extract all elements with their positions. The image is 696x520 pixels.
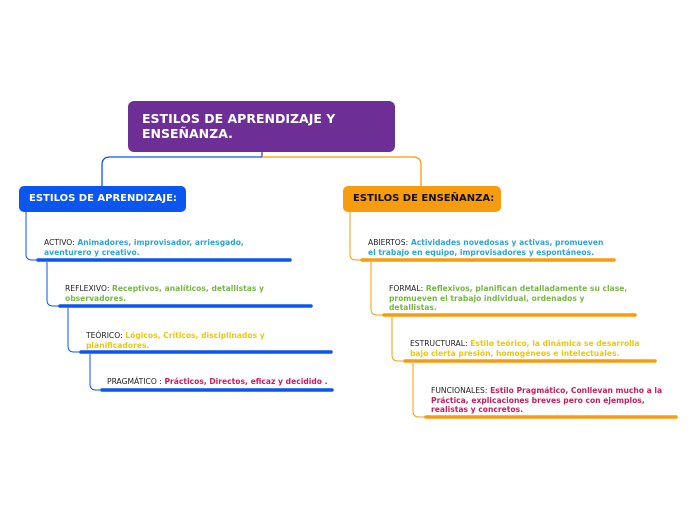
leaf-teorico-label: TEÓRICO:	[86, 331, 123, 340]
leaf-estructural-text: Estilo teórico, la dinámica se desarrolla bajo cierta presión, homogéneos e intelectuales.	[410, 339, 640, 358]
leaf-formal[interactable]	[389, 284, 629, 313]
leaf-formal-text: Reflexivos, planifican detalladamente su clase, promueven el trabajo individual, ordenados y detallistas.	[389, 284, 628, 312]
connector-main-learning	[102, 152, 262, 186]
leaf-reflexivo-label: REFLEXIVO:	[65, 284, 110, 293]
leaf-abiertos-text: Actividades novedosas y activas, promueven el trabajo en equipo, improvisadores y espontáneos.	[368, 238, 604, 257]
leaf-teorico[interactable]	[86, 331, 286, 350]
leaf-activo-text: Animadores, improvisador, arriesgado, aventurero y creativo.	[44, 238, 244, 257]
leaf-pragmatico[interactable]	[107, 377, 339, 387]
leaf-activo-label: ACTIVO:	[44, 238, 75, 247]
connector-learning-activo	[26, 212, 38, 260]
leaf-teorico-text: Lógicos, Críticos, disciplinados y planificadores.	[86, 331, 265, 350]
leaf-estructural-label: ESTRUCTURAL:	[410, 339, 468, 348]
connector-teaching-abiertos	[350, 212, 362, 260]
leaf-abiertos[interactable]	[368, 238, 608, 257]
learning-styles-node[interactable]	[19, 186, 186, 212]
learning-styles-title: ESTILOS DE APRENDIZAJE:	[29, 193, 177, 204]
connector-formal-estructural	[392, 317, 405, 361]
connector-reflexivo-teorico	[68, 308, 81, 352]
connector-estructural-funcionales	[413, 363, 426, 417]
leaf-reflexivo-text: Receptivos, analíticos, detallistas y observadores.	[65, 284, 264, 303]
connector-abiertos-formal	[371, 262, 384, 315]
leaf-pragmatico-text: Prácticos, Directos, eficaz y decidido .	[164, 377, 328, 386]
leaf-pragmatico-label: PRAGMÁTICO :	[107, 377, 162, 386]
leaf-formal-label: FORMAL:	[389, 284, 424, 293]
leaf-activo[interactable]	[44, 238, 266, 257]
leaf-funcionales[interactable]	[431, 386, 667, 415]
leaf-estructural[interactable]	[410, 339, 642, 358]
leaf-funcionales-text: Estilo Pragmático, Conllevan mucho a la Práctica, explicaciones breves pero con ejemplos, realistas y concretos.	[431, 386, 663, 414]
teaching-styles-title: ESTILOS DE ENSEÑANZA:	[353, 193, 495, 204]
leaf-abiertos-label: ABIERTOS:	[368, 238, 409, 247]
main-topic-node[interactable]	[128, 101, 395, 152]
teaching-styles-node[interactable]	[343, 186, 501, 212]
leaf-reflexivo[interactable]	[65, 284, 287, 303]
main-topic-title: ESTILOS DE APRENDIZAJE Y ENSEÑANZA.	[142, 111, 336, 141]
connector-main-teaching	[262, 157, 421, 186]
leaf-funcionales-label: FUNCIONALES:	[431, 386, 488, 395]
connector-teorico-pragmatico	[90, 354, 102, 390]
connector-activo-reflexivo	[47, 262, 60, 306]
